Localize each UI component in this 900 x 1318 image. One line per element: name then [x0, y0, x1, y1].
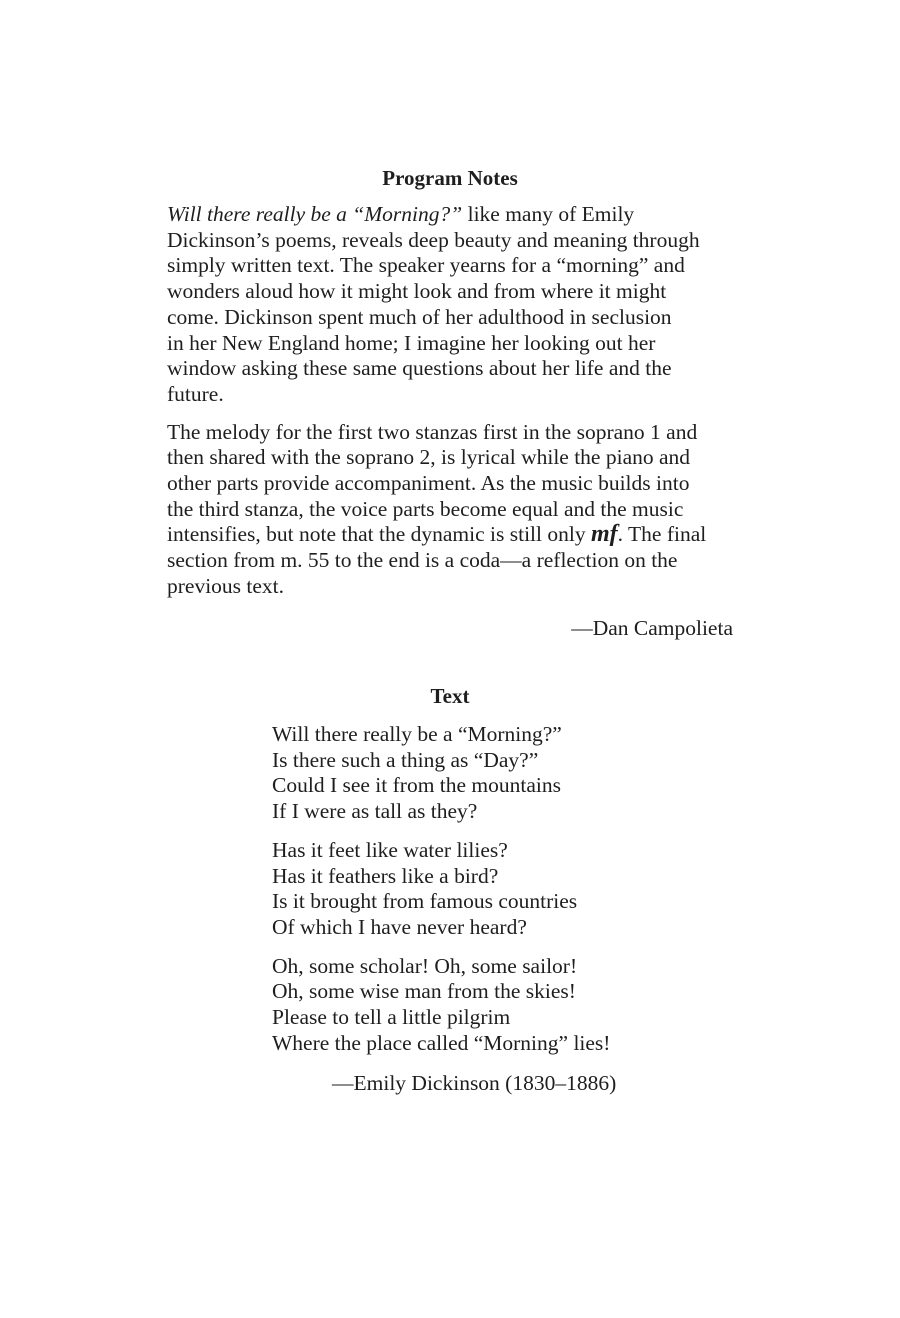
paragraph-line: in her New England home; I imagine her looking out her	[167, 330, 656, 355]
poem-attribution: —Emily Dickinson (1830–1886)	[332, 1071, 617, 1095]
poem-stanza-2	[272, 838, 610, 941]
work-title: Will there really be a “Morning?”	[167, 202, 463, 226]
poem-stanza-1	[272, 722, 610, 825]
poem-line: Will there really be a “Morning?”	[272, 722, 562, 746]
paragraph-line: previous text.	[167, 573, 285, 598]
paragraph-line: the third stanza, the voice parts become equal and the music	[167, 496, 684, 521]
poem-line: Has it feet like water lilies?	[272, 837, 508, 862]
poem-line: Where the place called “Morning” lies!	[272, 1030, 611, 1055]
poem-line: Oh, some wise man from the skies!	[272, 979, 576, 1004]
poem-stanza-3	[272, 954, 610, 1057]
poem-line: Could I see it from the mountains	[272, 773, 562, 798]
paragraph-line: Dickinson’s poems, reveals deep beauty and meaning through	[167, 227, 700, 252]
paragraph-line: future.	[167, 381, 224, 406]
program-notes-heading: Program Notes	[382, 166, 518, 190]
poem-line: Is it brought from famous countries	[272, 889, 578, 914]
notes-signature: —Dan Campolieta	[571, 616, 733, 640]
program-notes-body	[167, 202, 737, 612]
paragraph-line: simply written text. The speaker yearns for a “morning” and	[167, 253, 685, 278]
poem-line: If I were as tall as they?	[272, 799, 478, 824]
text-heading: Text	[430, 684, 470, 708]
poem-line: Oh, some scholar! Oh, some sailor!	[272, 953, 578, 978]
poem-line: Has it feathers like a bird?	[272, 863, 499, 888]
paragraph-line: intensifies, but note that the dynamic is still only mf. The final	[167, 521, 707, 548]
paragraph-line: wonders aloud how it might look and from where it might	[167, 279, 667, 304]
paragraph-line: section from m. 55 to the end is a coda—a reflection on the	[167, 548, 678, 573]
dynamic-marking: mf	[590, 521, 618, 548]
poem	[272, 722, 610, 1069]
paragraph-line: The melody for the first two stanzas first in the soprano 1 and	[167, 419, 698, 444]
paragraph-line: other parts provide accompaniment. As the music builds into	[167, 471, 690, 496]
poem-line: Is there such a thing as “Day?”	[272, 747, 539, 772]
notes-paragraph-1	[167, 202, 737, 408]
paragraph-line: window asking these same questions about her life and the	[167, 356, 672, 381]
paragraph-line: come. Dickinson spent much of her adulthood in seclusion	[167, 304, 672, 329]
notes-paragraph-2	[167, 420, 737, 600]
poem-line: Please to tell a little pilgrim	[272, 1005, 511, 1030]
paragraph-line: Will there really be a “Morning?” like many of Emily	[167, 202, 635, 226]
paragraph-line: then shared with the soprano 2, is lyrical while the piano and	[167, 445, 691, 470]
poem-line: Of which I have never heard?	[272, 914, 527, 939]
